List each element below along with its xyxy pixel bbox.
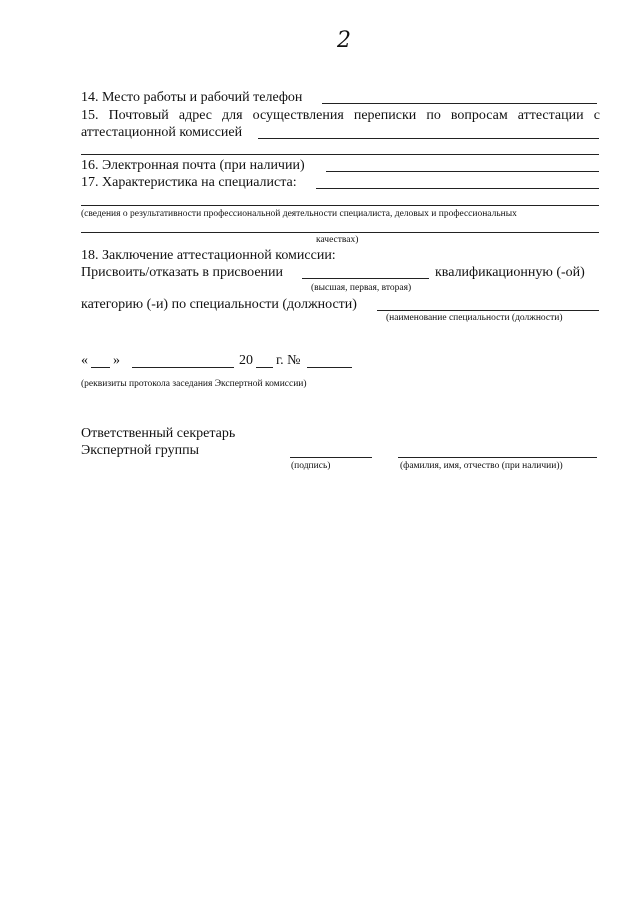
postal-address-field-2[interactable] — [81, 154, 599, 155]
characteristic-hint: (сведения о результативности профессиональной деятельности специалиста, деловых и профессиональных — [81, 209, 517, 219]
characteristic-field-3[interactable] — [81, 232, 599, 233]
protocol-number-field[interactable] — [307, 367, 352, 368]
postal-address-field[interactable] — [258, 138, 599, 139]
date-year-field[interactable] — [256, 367, 273, 368]
date-close-quote: » — [113, 353, 120, 368]
assign-label: Присвоить/отказать в присвоении — [81, 265, 284, 280]
postal-address-label: 15. Почтовый адрес для осуществления переписки по вопросам аттестации с — [81, 108, 600, 123]
secretary-title-cont: Экспертной группы — [81, 443, 199, 458]
characteristic-hint-cont: качествах) — [316, 235, 359, 245]
date-open-quote: « — [81, 353, 88, 368]
postal-address-label-cont: аттестационной комиссией — [81, 125, 243, 140]
category-level-hint: (высшая, первая, вторая) — [311, 283, 412, 293]
category-label: категорию (-и) по специальности (должности) — [81, 297, 357, 312]
email-field[interactable] — [326, 171, 599, 172]
date-day-field[interactable] — [91, 367, 110, 368]
email-label: 16. Электронная почта (при наличии) — [81, 158, 305, 173]
full-name-field[interactable] — [398, 457, 597, 458]
full-name-hint: (фамилия, имя, отчество (при наличии)) — [400, 461, 563, 471]
specialty-hint: (наименование специальности (должности) — [386, 313, 563, 323]
category-level-field[interactable] — [302, 278, 429, 279]
protocol-hint: (реквизиты протокола заседания Экспертной комиссии) — [81, 379, 307, 389]
characteristic-field[interactable] — [316, 188, 599, 189]
characteristic-field-2[interactable] — [81, 205, 599, 206]
work-place-label: 14. Место работы и рабочий телефон — [81, 90, 303, 105]
page-number: 2 — [337, 28, 351, 53]
specialty-field[interactable] — [377, 310, 599, 311]
signature-hint: (подпись) — [291, 461, 331, 471]
commission-conclusion-label: 18. Заключение аттестационной комиссии: — [81, 248, 336, 263]
qualification-label: квалификационную (-ой) — [435, 265, 585, 280]
date-year-prefix: 20 — [239, 353, 253, 368]
secretary-title: Ответственный секретарь — [81, 426, 236, 441]
signature-field[interactable] — [290, 457, 372, 458]
date-month-field[interactable] — [132, 367, 234, 368]
work-place-field[interactable] — [322, 103, 597, 104]
protocol-number-label: г. № — [276, 353, 301, 368]
characteristic-label: 17. Характеристика на специалиста: — [81, 175, 297, 190]
